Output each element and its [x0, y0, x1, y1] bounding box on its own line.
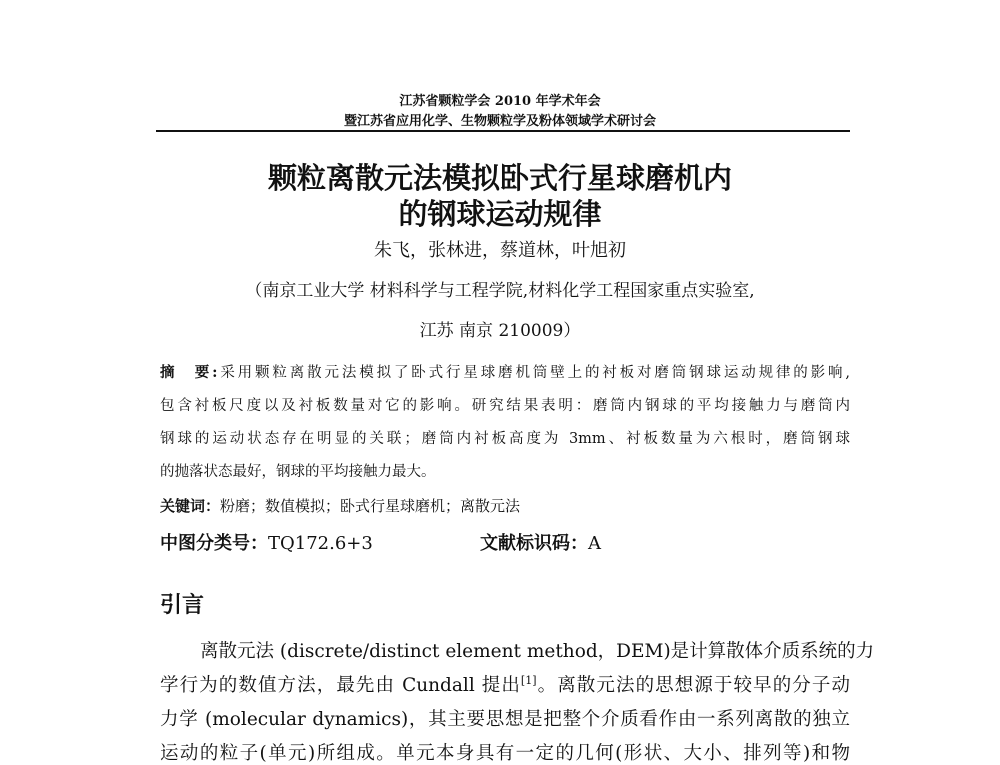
keywords: 关键词：粉磨；数值模拟；卧式行星球磨机；离散元法: [160, 497, 521, 515]
affiliation-line2: 江苏 南京 210009）: [419, 321, 581, 341]
body-line1: 离散元法 (discrete/distinct element method，DEM)是计算散体介质系统的力: [200, 641, 875, 662]
abstract-line4: 的抛落状态最好，钢球的平均接触力最大。: [160, 464, 436, 480]
document-code: 文献标识码：A: [480, 533, 601, 554]
body-line4: 运动的粒子(单元)所组成。单元本身具有一定的几何(形状、大小、排列等)和物: [160, 743, 850, 764]
abstract-line1: 摘 要:采用颗粒离散元法模拟了卧式行星球磨机筒壁上的衬板对磨筒钢球运动规律的影响,: [160, 364, 851, 381]
authors: 朱飞，张林进，蔡道林，叶旭初: [374, 240, 626, 261]
conference-header-line2: 暨江苏省应用化学、生物颗粒学及粉体领域学术研讨会: [343, 114, 656, 129]
body-line2: 学行为的数值方法，最先由 Cundall 提出[1]。离散元法的思想源于较早的分子动: [160, 673, 850, 696]
affiliation-line1: （南京工业大学 材料科学与工程学院,材料化学工程国家重点实验室,: [245, 281, 755, 301]
citation: [1]: [520, 673, 537, 687]
classification-number: 中图分类号：TQ172.6+3: [160, 533, 373, 554]
header-rule: [156, 130, 850, 132]
conference-header-line1: 江苏省颗粒学会 2010 年学术年会: [399, 94, 601, 109]
abstract-line2: 包含衬板尺度以及衬板数量对它的影响。研究结果表明：磨筒内钢球的平均接触力与磨筒内: [160, 398, 850, 414]
paper-title-line1: 颗粒离散元法模拟卧式行星球磨机内: [267, 161, 732, 195]
section-heading: 引言: [160, 592, 205, 618]
body-line3: 力学 (molecular dynamics)，其主要思想是把整个介质看作由一系列离散的独立: [160, 709, 850, 730]
abstract-line3: 钢球的运动状态存在明显的关联；磨筒内衬板高度为 3mm、衬板数量为六根时，磨筒钢球: [160, 431, 850, 447]
abstract-label: 摘 要:: [160, 364, 218, 381]
paper-title-line2: 的钢球运动规律: [398, 197, 602, 231]
